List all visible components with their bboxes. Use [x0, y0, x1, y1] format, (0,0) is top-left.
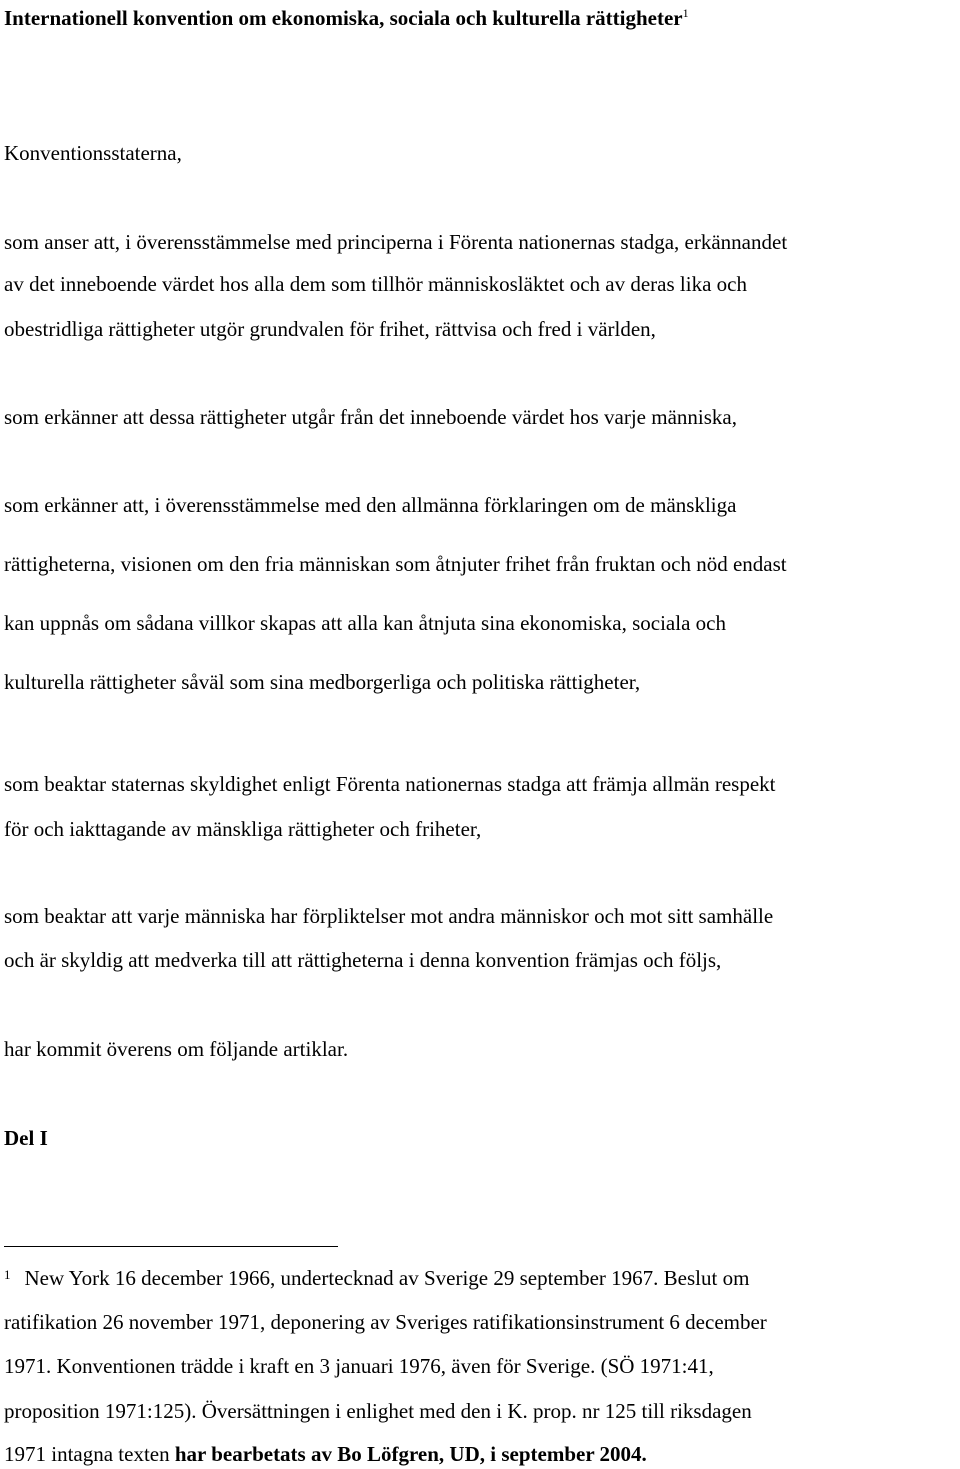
- footnote-divider: [4, 1246, 338, 1247]
- paragraph-line: obestridliga rättigheter utgör grundvalen för frihet, rättvisa och fred i världen,: [4, 317, 656, 341]
- paragraph-line: kan uppnås om sådana villkor skapas att alla kan åtnjuta sina ekonomiska, sociala och: [4, 611, 726, 635]
- document-title: [4, 6, 689, 30]
- paragraph-line: som beaktar staternas skyldighet enligt Förenta nationernas stadga att främja allmän respekt: [4, 772, 776, 796]
- footnote-line: ratifikation 26 november 1971, deponering av Sveriges ratifikationsinstrument 6 december: [4, 1310, 767, 1334]
- paragraph-line: kulturella rättigheter såväl som sina medborgerliga och politiska rättigheter,: [4, 670, 641, 694]
- paragraph-line: som erkänner att dessa rättigheter utgår från det inneboende värdet hos varje människa,: [4, 405, 737, 429]
- paragraph-line: för och iakttagande av mänskliga rättigheter och friheter,: [4, 817, 482, 841]
- paragraph-line: rättigheterna, visionen om den fria människan som åtnjuter frihet från fruktan och nöd endast: [4, 552, 787, 576]
- paragraph-line: som beaktar att varje människa har förpliktelser mot andra människor och mot sitt samhälle: [4, 904, 774, 928]
- footnote-text: New York 16 december 1966, undertecknad av Sverige 29 september 1967. Beslut om: [24, 1266, 750, 1290]
- document-title-text: Internationell konvention om ekonomiska, sociala och kulturella rättigheter: [4, 6, 683, 30]
- part-heading: Del I: [4, 1126, 48, 1150]
- paragraph-line: har kommit överens om följande artiklar.: [4, 1037, 349, 1061]
- footnote-line: [4, 1266, 749, 1290]
- footnote-text: 1971 intagna texten: [4, 1442, 175, 1466]
- footnote-line: 1971. Konventionen trädde i kraft en 3 januari 1976, även för Sverige. (SÖ 1971:41,: [4, 1354, 714, 1378]
- footnote-revision-note: har bearbetats av Bo Löfgren, UD, i september 2004.: [174, 1442, 647, 1466]
- paragraph-line: av det inneboende värdet hos alla dem som tillhör människosläktet och av deras lika och: [4, 272, 747, 296]
- paragraph-line: som anser att, i överensstämmelse med principerna i Förenta nationernas stadga, erkännandet: [4, 230, 788, 254]
- title-footnote-mark[interactable]: 1: [682, 6, 689, 20]
- paragraph-line: och är skyldig att medverka till att rättigheterna i denna konvention främjas och följs,: [4, 948, 722, 972]
- preamble-opening: Konventionsstaterna,: [4, 141, 182, 165]
- footnote-line: proposition 1971:125). Översättningen i enlighet med den i K. prop. nr 125 till riksdagen: [4, 1399, 752, 1423]
- paragraph-line: som erkänner att, i överensstämmelse med den allmänna förklaringen om de mänskliga: [4, 493, 737, 517]
- footnote-mark: 1: [4, 1267, 11, 1282]
- footnote-line: [4, 1442, 647, 1466]
